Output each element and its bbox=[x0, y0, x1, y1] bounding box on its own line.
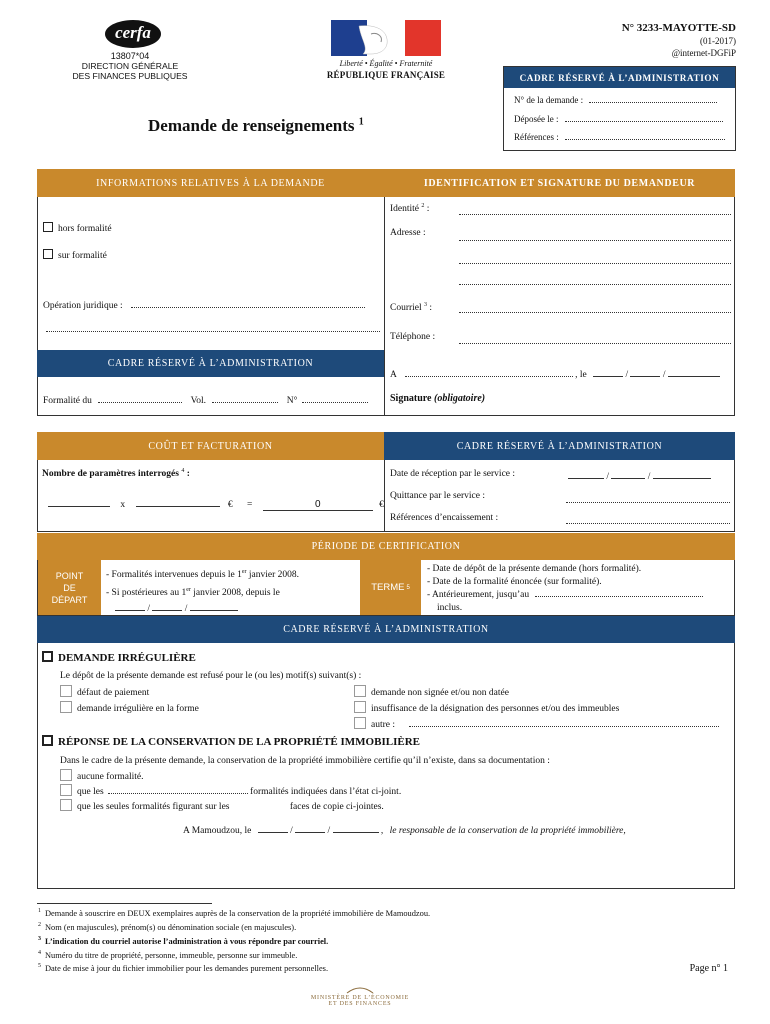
identity-label: Identité bbox=[390, 204, 420, 215]
start-option-2-text: - Si postérieures au 1 bbox=[106, 588, 187, 599]
page-number: Page n° 1 bbox=[689, 963, 728, 974]
phone-label: Téléphone : bbox=[390, 332, 436, 342]
footnote-4: $^4$ Numéro du titre de propriété, personne, immeuble, personne sur immeuble. bbox=[38, 950, 298, 960]
ministry-line1: MINISTÈRE DE L’ÉCONOMIE bbox=[310, 995, 410, 1001]
footnote-1-text: Demande à souscrire en DEUX exemplaires auprès de la conservation de la propriété immobilière de Mamoudzou. bbox=[45, 908, 431, 918]
start-point-line2: DE bbox=[63, 582, 76, 593]
params-label: Nombre de paramètres interrogés bbox=[42, 469, 179, 480]
resp-2-label-a: que les bbox=[77, 787, 104, 797]
reason-5-option[interactable] bbox=[354, 717, 719, 733]
reason-5-label: autre : bbox=[371, 720, 396, 730]
email-note: 3 bbox=[424, 302, 428, 308]
resp-1-option[interactable] bbox=[60, 769, 401, 784]
reason-4-option[interactable] bbox=[354, 701, 719, 717]
address-field-1[interactable] bbox=[459, 232, 731, 241]
quantity-field[interactable] bbox=[48, 497, 110, 507]
reception-label: Date de réception par le service : bbox=[390, 469, 516, 479]
irregular-checkbox[interactable] bbox=[42, 651, 53, 662]
end-option-3[interactable] bbox=[427, 588, 703, 602]
address-field-3[interactable] bbox=[459, 276, 731, 285]
section1-left-title: INFORMATIONS RELATIVES À LA DEMANDE bbox=[37, 169, 384, 197]
section1-admin-title: CADRE RÉSERVÉ À L’ADMINISTRATION bbox=[37, 350, 384, 377]
start-option-2[interactable] bbox=[106, 583, 299, 601]
num-label: N° bbox=[286, 396, 298, 406]
unit-price-field[interactable] bbox=[136, 497, 220, 507]
operation-row bbox=[43, 299, 365, 311]
resp-3-checkbox[interactable] bbox=[60, 799, 72, 811]
euro-sign-2: € bbox=[379, 500, 384, 510]
identity-field[interactable] bbox=[459, 206, 731, 215]
operation-field-2[interactable] bbox=[46, 323, 380, 332]
start-date-row: / / bbox=[106, 601, 299, 617]
cerfa-logo-text: cerfa bbox=[115, 23, 151, 42]
receipt-field[interactable] bbox=[566, 494, 730, 503]
response-title bbox=[42, 735, 420, 748]
equals-sign: = bbox=[247, 500, 253, 510]
response-checkbox[interactable] bbox=[42, 735, 53, 746]
place-date-row: A , le / / bbox=[390, 367, 720, 380]
cost-title: COÛT ET FACTURATION bbox=[37, 432, 384, 460]
reason-4-label: insuffisance de la désignation des personnes et/ou des immeubles bbox=[371, 704, 620, 714]
cerfa-logo bbox=[104, 19, 162, 49]
footnote-separator bbox=[37, 903, 212, 904]
reason-1-checkbox[interactable] bbox=[60, 685, 72, 697]
mamoudzou-month-field[interactable] bbox=[295, 823, 325, 833]
euro-sign-1: € bbox=[227, 500, 233, 510]
reason-2-checkbox[interactable] bbox=[60, 701, 72, 713]
identity-note: 2 bbox=[421, 203, 425, 209]
form-date: (01-2017) bbox=[700, 36, 736, 46]
references-row bbox=[514, 131, 725, 142]
ministry-line2: ET DES FINANCES bbox=[328, 1001, 392, 1007]
formalite-row bbox=[43, 394, 368, 406]
section1-right-title: IDENTIFICATION ET SIGNATURE DU DEMANDEUR bbox=[384, 169, 735, 197]
demand-number-field[interactable] bbox=[589, 94, 717, 103]
dgfip-line1: DIRECTION GÉNÉRALE bbox=[81, 61, 179, 71]
signature-note: (obligatoire) bbox=[434, 393, 486, 404]
start-option-1-text: - Formalités intervenues depuis le 1 bbox=[106, 570, 242, 581]
reception-year-field[interactable] bbox=[653, 469, 711, 479]
section1-divider bbox=[384, 197, 385, 416]
mamoudzou-day-field[interactable] bbox=[258, 823, 288, 833]
deposited-label: Déposée le : bbox=[514, 114, 559, 124]
params-note: 4 bbox=[181, 468, 185, 474]
collection-field[interactable] bbox=[566, 515, 730, 524]
hors-formalite-label: hors formalité bbox=[58, 224, 112, 234]
end-point-note: 5 bbox=[406, 584, 410, 591]
form-number: N° 3233-MAYOTTE-SD bbox=[621, 22, 736, 34]
start-month-field[interactable] bbox=[152, 601, 182, 611]
reason-1-option[interactable] bbox=[60, 685, 199, 701]
date-month-field[interactable] bbox=[630, 367, 660, 377]
footnote-4-text: Numéro du titre de propriété, personne, immeuble, personne sur immeuble. bbox=[45, 950, 298, 960]
reason-3-checkbox[interactable] bbox=[354, 685, 366, 697]
cerfa-number: 13807*04 bbox=[110, 51, 150, 61]
sur-formalite-label: sur formalité bbox=[58, 251, 107, 261]
irregular-title bbox=[42, 651, 196, 664]
resp-3-label-a: que les seules formalités figurant sur les bbox=[77, 802, 230, 812]
start-point-line3: DÉPART bbox=[51, 594, 88, 605]
end-option-3-cont: inclus. bbox=[437, 602, 463, 613]
page-title-note: 1 bbox=[358, 116, 364, 128]
reception-month-field[interactable] bbox=[611, 469, 645, 479]
reason-3-option[interactable] bbox=[354, 685, 719, 701]
end-option-1[interactable]: - Date de dépôt de la présente demande (hors formalité). bbox=[427, 564, 642, 574]
operation-field-1[interactable] bbox=[131, 299, 365, 308]
email-row: Courriel $^3$ : bbox=[390, 302, 433, 314]
resp-3-option[interactable] bbox=[60, 799, 401, 814]
hors-formalite-checkbox[interactable] bbox=[43, 222, 53, 232]
resp-2-checkbox[interactable] bbox=[60, 784, 72, 796]
reason-3-label: demande non signée et/ou non datée bbox=[371, 688, 509, 698]
phone-field[interactable] bbox=[459, 335, 731, 344]
form-source: @internet-DGFiP bbox=[671, 48, 736, 58]
irregular-intro: Le dépôt de la présente demande est refusé pour le (ou les) motif(s) suivant(s) : bbox=[60, 671, 362, 681]
params-row: Nombre de paramètres interrogés $^4$ : bbox=[42, 468, 190, 480]
signature-row bbox=[390, 393, 485, 404]
deposited-row bbox=[514, 113, 723, 124]
mamoudzou-year-field[interactable] bbox=[333, 823, 379, 833]
demand-number-row bbox=[514, 94, 717, 105]
response-intro: Dans le cadre de la présente demande, la conservation de la propriété immobilière certifie qu’il n’existe, dans sa documentation : bbox=[60, 756, 550, 766]
irregular-title-text: DEMANDE IRRÉGULIÈRE bbox=[58, 652, 196, 664]
resp-1-checkbox[interactable] bbox=[60, 769, 72, 781]
certification-title: PÉRIODE DE CERTIFICATION bbox=[37, 533, 735, 560]
reception-day-field[interactable] bbox=[568, 469, 604, 479]
email-field[interactable] bbox=[459, 304, 731, 313]
operation-label: Opération juridique : bbox=[43, 301, 123, 311]
footnote-5: $^5$ Date de mise à jour du fichier immobilier pour les demandes purement personnelles. bbox=[38, 963, 329, 973]
reason-2-option[interactable] bbox=[60, 701, 199, 717]
admin-section-title: CADRE RÉSERVÉ À L’ADMINISTRATION bbox=[37, 616, 735, 643]
address-field-2[interactable] bbox=[459, 255, 731, 264]
start-option-1[interactable] bbox=[106, 565, 299, 583]
receipt-label: Quittance par le service : bbox=[390, 491, 485, 501]
start-point-label bbox=[38, 560, 101, 615]
resp-2-label-b: formalités indiquées dans l’état ci-joint. bbox=[250, 787, 402, 797]
vol-field[interactable] bbox=[212, 394, 278, 403]
reason-2-label: demande irrégulière en la forme bbox=[77, 704, 199, 714]
irregular-reasons-right bbox=[354, 685, 719, 733]
hors-formalite-option[interactable] bbox=[43, 222, 112, 234]
start-option-1-sup: er bbox=[241, 569, 247, 575]
start-options bbox=[106, 565, 299, 617]
reason-5-checkbox[interactable] bbox=[354, 717, 366, 729]
vol-label: Vol. bbox=[190, 396, 206, 406]
footnote-2-text: Nom (en majuscules), prénom(s) ou dénomination sociale (en majuscules). bbox=[45, 922, 297, 932]
mamoudzou-row: A Mamoudzou, le / / , le responsable de la conservation de la propriété immobilière, bbox=[183, 823, 626, 836]
end-point-label bbox=[360, 560, 421, 615]
resp-2-count-field[interactable] bbox=[108, 785, 248, 794]
reason-5-field[interactable] bbox=[409, 718, 719, 727]
end-option-3-text: - Antérieurement, jusqu’au bbox=[427, 590, 530, 600]
references-field[interactable] bbox=[565, 131, 725, 140]
sur-formalite-option[interactable] bbox=[43, 249, 107, 261]
section2-admin-title: CADRE RÉSERVÉ À L’ADMINISTRATION bbox=[384, 432, 735, 460]
formalite-du-field[interactable] bbox=[98, 394, 182, 403]
admin-box-top bbox=[503, 66, 736, 151]
footnote-5-text: Date de mise à jour du fichier immobilier pour les demandes purement personnelles. bbox=[45, 963, 329, 973]
num-field[interactable] bbox=[302, 394, 368, 403]
email-label: Courriel bbox=[390, 303, 422, 314]
total-field[interactable] bbox=[263, 499, 373, 511]
reception-date: / / bbox=[568, 469, 711, 482]
identity-row: Identité $^2$ : bbox=[390, 203, 430, 215]
start-point-line1: POINT bbox=[55, 570, 84, 581]
date-day-field[interactable] bbox=[593, 367, 623, 377]
footnote-1: $^1$ Demande à souscrire en DEUX exemplaires auprès de la conservation de la propriété immobilière de Mamoudzou. bbox=[38, 908, 431, 918]
start-year-field[interactable] bbox=[190, 601, 238, 611]
response-options bbox=[60, 769, 401, 814]
resp-3-label-b: faces de copie ci-jointes. bbox=[289, 802, 384, 812]
response-title-text: RÉPONSE DE LA CONSERVATION DE LA PROPRIÉTÉ IMMOBILIÈRE bbox=[58, 736, 420, 748]
section2-divider bbox=[384, 460, 385, 532]
formalite-du-label: Formalité du bbox=[43, 396, 92, 406]
calc-row bbox=[48, 497, 384, 511]
date-year-field[interactable] bbox=[668, 367, 720, 377]
admin-box-top-title: CADRE RÉSERVÉ À L’ADMINISTRATION bbox=[504, 67, 735, 88]
page-title bbox=[148, 116, 448, 136]
page-title-text: Demande de renseignements bbox=[148, 116, 355, 135]
footnote-3-text: L’indication du courriel autorise l’administration à vous répondre par courriel. bbox=[45, 936, 329, 946]
end-date-field[interactable] bbox=[535, 588, 703, 597]
footnote-3: $^3$ L’indication du courriel autorise l’administration à vous répondre par courriel. bbox=[38, 936, 329, 946]
at-label: A bbox=[390, 370, 397, 380]
end-options bbox=[427, 563, 703, 614]
irregular-reasons-left bbox=[60, 685, 199, 717]
start-option-2-sup: er bbox=[186, 587, 191, 594]
address-label: Adresse : bbox=[390, 228, 426, 238]
reason-1-label: défaut de paiement bbox=[77, 688, 150, 698]
deposited-field[interactable] bbox=[565, 113, 723, 122]
ministry-logo bbox=[300, 985, 420, 1015]
signature-label: Signature bbox=[390, 393, 432, 404]
reason-4-checkbox[interactable] bbox=[354, 701, 366, 713]
end-option-2[interactable]: - Date de la formalité énoncée (sur formalité). bbox=[427, 576, 602, 587]
footnote-2: $^2$ Nom (en majuscules), prénom(s) ou dénomination sociale (en majuscules). bbox=[38, 922, 297, 932]
collection-label: Références d’encaissement : bbox=[390, 513, 499, 523]
resp-1-label: aucune formalité. bbox=[77, 772, 144, 782]
start-option-2-end: janvier 2008, depuis le bbox=[190, 588, 280, 599]
mamoudzou-label: A Mamoudzou, le bbox=[183, 826, 252, 836]
times-sign: x bbox=[120, 500, 126, 510]
dgfip-line2: DES FINANCES PUBLIQUES bbox=[72, 71, 188, 81]
demand-number-label: N° de la demande : bbox=[514, 95, 584, 105]
references-label: Références : bbox=[514, 132, 559, 142]
signatory-label: le responsable de la conservation de la propriété immobilière, bbox=[389, 826, 626, 836]
republic-name: RÉPUBLIQUE FRANÇAISE bbox=[326, 70, 446, 80]
place-field[interactable] bbox=[405, 368, 573, 377]
start-option-1-end: janvier 2008. bbox=[246, 570, 300, 581]
start-day-field[interactable] bbox=[115, 601, 145, 611]
republic-motto: Liberté • Égalité • Fraternité bbox=[339, 59, 433, 68]
sur-formalite-checkbox[interactable] bbox=[43, 249, 53, 259]
on-label: , le bbox=[575, 370, 587, 380]
total-value: 0 bbox=[314, 499, 321, 510]
marianne-logo bbox=[331, 20, 441, 56]
resp-2-option[interactable] bbox=[60, 784, 401, 799]
end-point-text: TERME bbox=[371, 582, 405, 593]
